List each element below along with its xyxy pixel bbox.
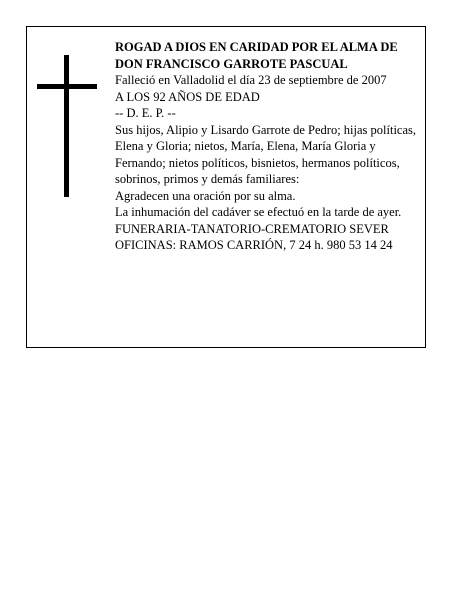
deceased-name: DON FRANCISCO GARROTE PASCUAL bbox=[115, 56, 348, 71]
funeral-home: FUNERARIA-TANATORIO-CREMATORIO SEVER bbox=[115, 221, 389, 236]
rip-line: -- D. E. P. -- bbox=[115, 106, 176, 120]
cross-icon bbox=[37, 55, 97, 197]
family-list: Sus hijos, Alipio y Lisardo Garrote de Pedro; hijas políticas, Elena y Gloria; nietos, María, Elena, María Gloria y Fernando; nietos políticos, bisnietos, hermanos políticos, sobrinos, primos y demás familiares: bbox=[115, 122, 417, 186]
obituary-notice bbox=[26, 26, 426, 348]
offices-line: OFICINAS: RAMOS CARRIÓN, 7 24 h. 980 53 14 24 bbox=[115, 238, 393, 252]
death-info: Falleció en Valladolid el día 23 de septiembre de 2007 bbox=[115, 73, 387, 87]
cross-horizontal-bar bbox=[37, 84, 97, 89]
burial-line: La inhumación del cadáver se efectuó en la tarde de ayer. bbox=[115, 205, 402, 219]
cross-vertical-bar bbox=[64, 55, 69, 197]
thanks-line: Agradecen una oración por su alma. bbox=[115, 188, 296, 203]
notice-text bbox=[115, 39, 421, 254]
age-line: A LOS 92 AÑOS DE EDAD bbox=[115, 89, 260, 104]
notice-header: ROGAD A DIOS EN CARIDAD POR EL ALMA DE bbox=[115, 40, 398, 54]
